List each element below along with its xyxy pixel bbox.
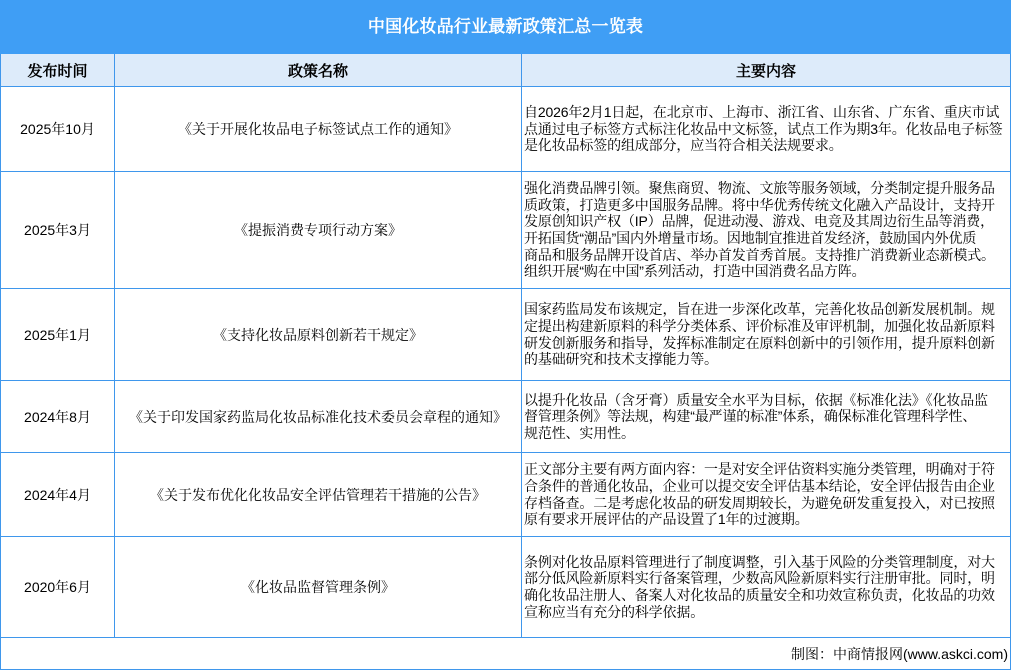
content-line: 正文部分主要有两方面内容：一是对安全评估资料实施分类管理，明确对于符 (524, 461, 995, 478)
policy-name-cell (115, 537, 522, 637)
table-row (1, 172, 1010, 289)
release-date-cell (1, 381, 115, 452)
release-date: 2025年3月 (24, 222, 91, 238)
content-line: 督管理条例》等法规，构建“最严谨的标准”体系，确保标准化管理科学性、 (524, 408, 977, 425)
policy-name: 《化妆品监督管理条例》 (241, 579, 395, 595)
policy-name-cell (115, 289, 522, 380)
release-date: 2024年8月 (24, 408, 91, 425)
policy-name-cell (115, 87, 522, 171)
policy-name-cell (115, 172, 522, 288)
release-date: 2024年4月 (24, 486, 91, 503)
content-line: 以提升化妆品（含牙膏）质量安全水平为目标，依据《标准化法》《化妆品监 (524, 391, 988, 408)
content-line: 强化消费品牌引领。聚焦商贸、物流、文旅等服务领域，分类制定提升服务品 (524, 180, 995, 197)
content-line: 商品和服务品牌开设首店、举办首发首秀首展。支持推广消费新业态新模式。 (524, 246, 995, 263)
main-content-cell (522, 289, 1010, 380)
table-row (1, 453, 1010, 537)
content-line: 条例对化妆品原料管理进行了制度调整，引入基于风险的分类管理制度，对大 (524, 553, 995, 570)
source-footer-row (1, 638, 1010, 670)
policy-name: 《关于开展化妆品电子标签试点工作的通知》 (178, 121, 458, 137)
release-date: 2020年6月 (24, 579, 91, 595)
release-date-cell (1, 172, 115, 288)
header-main-content: 主要内容 (735, 62, 796, 80)
policy-name-cell (115, 453, 522, 536)
main-content-cell (522, 453, 1010, 536)
content-line: 研发创新服务和指导，发挥标准制定在原料创新中的引领作用，提升原料创新 (524, 334, 995, 351)
release-date-cell (1, 87, 115, 171)
release-date-cell (1, 537, 115, 637)
content-line: 点通过电子标签方式标注化妆品中文标签，试点工作为期3年。化妆品电子标签 (524, 120, 1003, 137)
content-line: 是化妆品标签的组成部分，应当符合相关法规要求。 (524, 137, 843, 154)
policy-table (0, 54, 1011, 670)
main-content-cell (522, 537, 1010, 637)
source-credit: 制图：中商情报网(www.askci.com) (790, 645, 1008, 662)
main-content-cell (522, 172, 1010, 288)
content-line: 规范性、实用性。 (524, 424, 635, 441)
policy-name: 《支持化妆品原料创新若干规定》 (213, 326, 423, 343)
table-row (1, 87, 1010, 172)
release-date-cell (1, 453, 115, 536)
table-header-row (1, 54, 1010, 87)
content-line: 定提出构建新原料的科学分类体系、评价标准及审评机制，加强化妆品新原料 (524, 317, 995, 334)
content-line: 确化妆品注册人、备案人对化妆品的质量安全和功效宣称负责，化妆品的功效 (524, 587, 995, 603)
content-line: 原有要求开展评估的产品设置了1年的过渡期。 (524, 511, 809, 528)
release-date-cell (1, 289, 115, 380)
table-row (1, 289, 1010, 381)
content-line: 自2026年2月1日起，在北京市、上海市、浙江省、山东省、广东省、重庆市试 (524, 104, 1000, 121)
content-line: 组织开展“购在中国”系列活动，打造中国消费名品方阵。 (524, 263, 866, 280)
main-content-cell (522, 381, 1010, 452)
content-line: 宣称应当有充分的科学依据。 (524, 603, 705, 620)
content-line: 部分低风险新原料实行备案管理，少数高风险新原料实行注册审批。同时，明 (524, 570, 995, 587)
content-line: 合条件的普通化妆品，企业可以提交安全评估基本结论，安全评估报告由企业 (524, 477, 995, 494)
table-title: 中国化妆品行业最新政策汇总一览表 (0, 0, 1011, 54)
release-date: 2025年10月 (20, 121, 95, 137)
policy-name: 《关于发布优化化妆品安全评估管理若干措施的公告》 (150, 486, 486, 503)
content-line: 存档备查。二是考虑化妆品的研发周期较长，为避免研发重复投入，对已按照 (524, 494, 995, 511)
header-policy-name: 政策名称 (115, 54, 522, 86)
content-line: 开拓国货“潮品”国内外增量市场。因地制宜推进首发经济，鼓励国内外优质 (524, 230, 977, 246)
release-date: 2025年1月 (24, 326, 91, 343)
table-row (1, 537, 1010, 638)
main-content-cell (522, 87, 1010, 171)
table-row (1, 381, 1010, 453)
content-line: 国家药监局发布该规定，旨在进一步深化改革，完善化妆品创新发展机制。规 (524, 301, 995, 318)
policy-name: 《提振消费专项行动方案》 (234, 222, 402, 238)
header-release-date: 发布时间 (1, 54, 115, 86)
content-line: 质政策，打造更多中国服务品牌。将中华优秀传统文化融入产品设计，支持开 (524, 196, 995, 213)
content-line: 发原创知识产权（IP）品牌，促进动漫、游戏、电竞及其周边衍生品等消费， (524, 213, 994, 230)
policy-name: 《关于印发国家药监局化妆品标准化技术委员会章程的通知》 (129, 408, 507, 425)
policy-name-cell (115, 381, 522, 452)
content-line: 的基础研究和技术支撑能力等。 (524, 351, 718, 368)
